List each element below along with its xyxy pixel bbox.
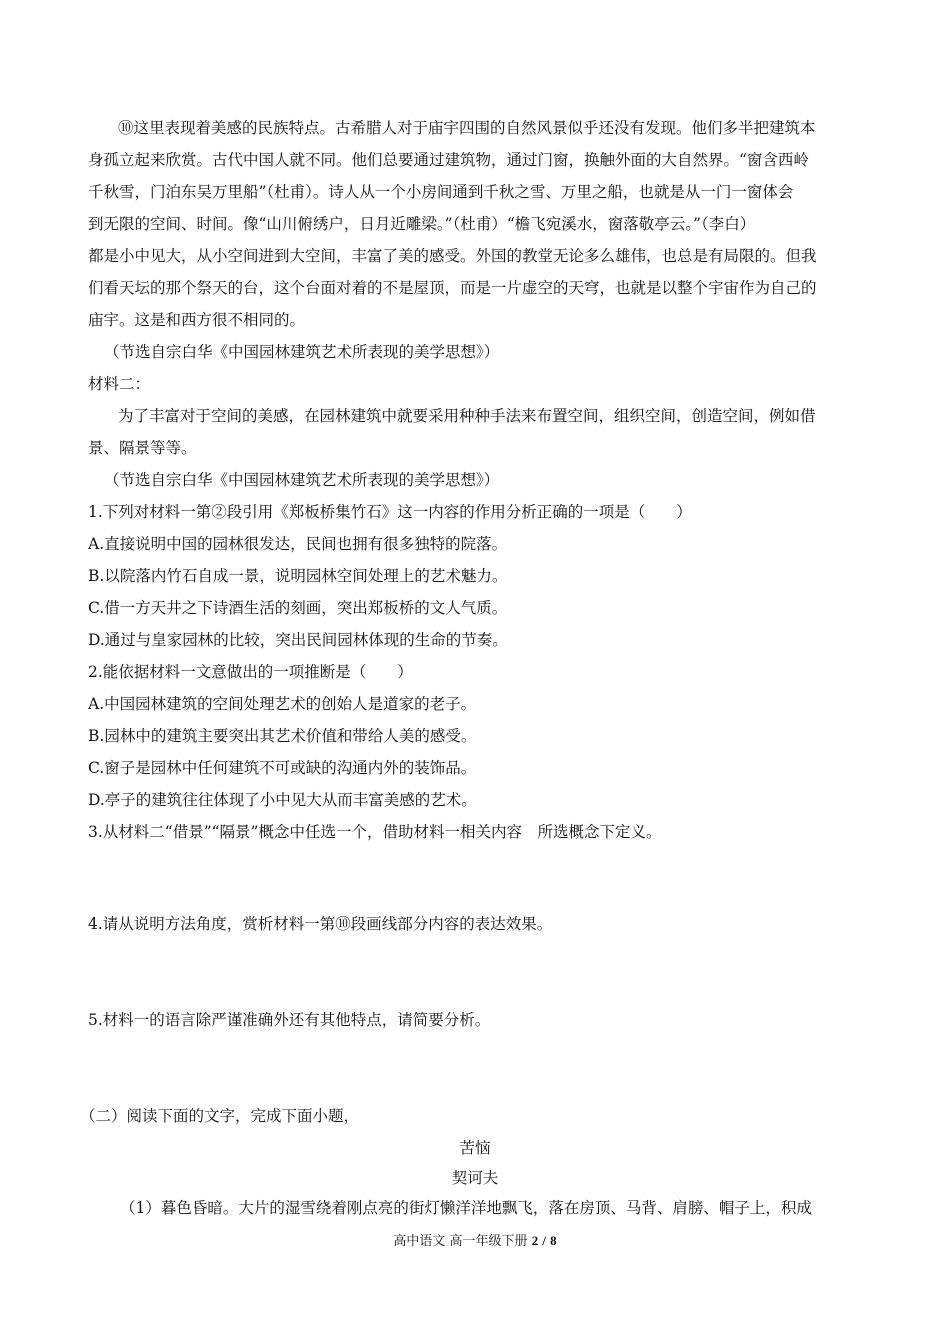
question-5-stem: 5.材料一的语言除严谨准确外还有其他特点，请简要分析。: [88, 1011, 491, 1029]
material1-para10-line-5: 都是小中见大，从小空间进到大空间，丰富了美的感受。外国的教堂无论多么雄伟，也总是有局限的。但我: [88, 247, 817, 265]
material2-para-line-2: 景、隔景等等。: [88, 439, 197, 457]
question-1-option-c: C.借一方天井之下诗酒生活的刻画，突出郑板桥的文人气质。: [88, 599, 508, 617]
question-2-option-c: C.窗子是园林中任何建筑不可或缺的沟通内外的装饰品。: [88, 759, 477, 777]
question-1-option-b: B.以院落内竹石自成一景，说明园林空间处理上的艺术魅力。: [88, 567, 508, 585]
material1-para10-line-2: 身孤立起来欣赏。古代中国人就不同。他们总要通过建筑物，通过门窗，换触外面的大自然界。“窗含西岭: [88, 151, 809, 169]
material2-para-line-1: 为了丰富对于空间的美感，在园林建筑中就要采用种种手法来布置空间，组织空间，创造空间，例如借: [118, 407, 816, 425]
question-2-option-a: A.中国园林建筑的空间处理艺术的创始人是道家的老子。: [88, 695, 477, 713]
question-2-option-d: D.亭子的建筑往往体现了小中见大从而丰富美感的艺术。: [88, 791, 477, 809]
footer-page-current: 2: [531, 1233, 539, 1248]
source-citation-2: （节选自宗白华《中国园林建筑艺术所表现的美学思想》）: [104, 471, 500, 489]
footer-page-separator: /: [542, 1233, 546, 1248]
material1-para10-line-6: 们看天坛的那个祭天的台，这个台面对着的不是屋顶，而是一片虚空的天穹，也就是以整个宇宙作为自己的: [88, 279, 817, 297]
story-paragraph-1: （1）暮色昏暗。大片的湿雪绕着刚点亮的街灯懒洋洋地飘飞，落在房顶、马背、肩膀、帽子上，积成: [120, 1199, 812, 1217]
material1-para10-line-1: ⑩这里表现着美感的民族特点。古希腊人对于庙宇四围的自然风景似乎还没有发现。他们多半把建筑本: [118, 119, 816, 137]
material1-para10-line-3: 千秋雪，门泊东吴万里船”（杜甫）。诗人从一个小房间通到千秋之雪、万里之船，也就是从一门一窗体会: [88, 183, 794, 201]
page-footer: [0, 1232, 950, 1251]
material1-para10-line-7: 庙宇。这是和西方很不相同的。: [88, 311, 306, 329]
question-3-stem: 3.从材料二“借景”“隔景”概念中任选一个，借助材料一相关内容 所选概念下定义。: [88, 823, 662, 841]
footer-page-total: 8: [550, 1233, 557, 1248]
question-4-stem: 4.请从说明方法角度，赏析材料一第⑩段画线部分内容的表达效果。: [88, 915, 553, 933]
story-author: 契诃夫: [451, 1169, 499, 1187]
question-2-option-b: B.园林中的建筑主要突出其艺术价值和带给人美的感受。: [88, 727, 477, 745]
question-1-option-d: D.通过与皇家园林的比较，突出民间园林体现的生命的节奏。: [88, 631, 508, 649]
question-1-option-a: A.直接说明中国的园林很发达，民间也拥有很多独特的院落。: [88, 535, 508, 553]
question-1-stem: 1.下列对材料一第②段引用《郑板桥集竹石》这一内容的作用分析正确的一项是（ ）: [88, 503, 692, 521]
footer-label: 高中语文 高一年级下册: [393, 1234, 528, 1249]
material2-title: 材料二：: [88, 375, 151, 393]
section-2-heading: （二）阅读下面的文字，完成下面小题，: [80, 1107, 360, 1125]
story-title: 苦恼: [459, 1139, 491, 1157]
question-2-stem: 2.能依据材料一文意做出的一项推断是（ ）: [88, 663, 413, 681]
source-citation-1: （节选自宗白华《中国园林建筑艺术所表现的美学思想》）: [104, 343, 500, 361]
material1-para10-line-4: 到无限的空间、时间。像“山川俯绣户，日月近雕梁。”（杜甫）“檐飞宛溪水，窗落敬亭云。”（李白）: [88, 215, 756, 233]
